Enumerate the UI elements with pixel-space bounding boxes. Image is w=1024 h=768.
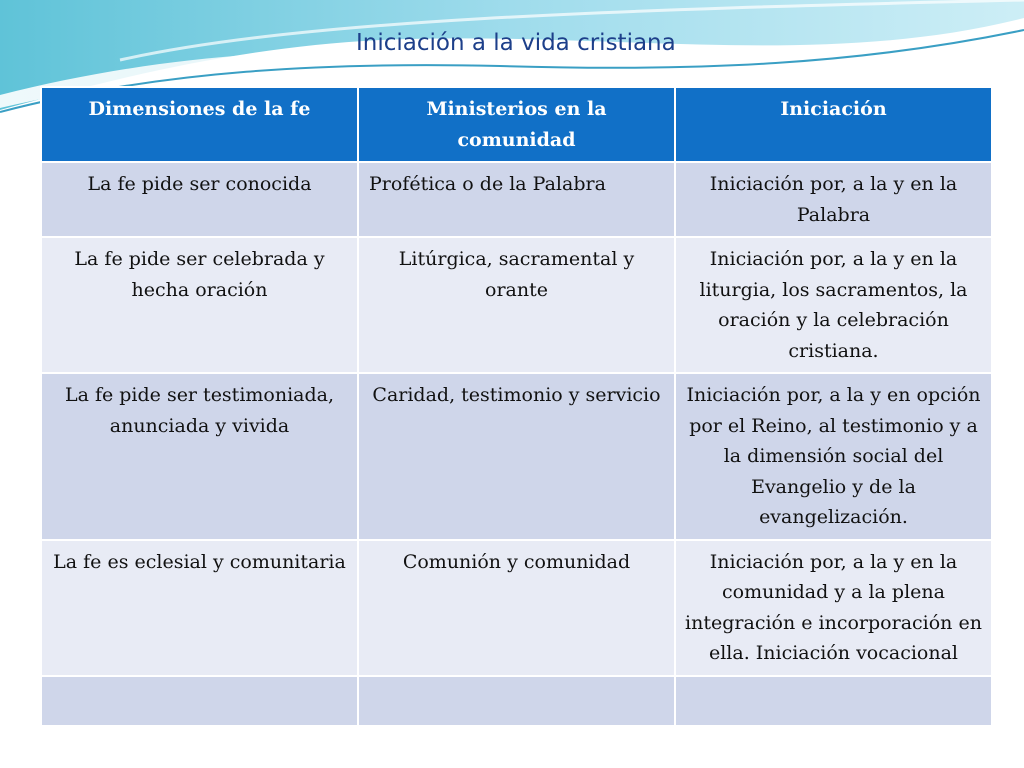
cell-ministerio: Litúrgica, sacramental y orante <box>358 237 675 373</box>
cell-dimension: La fe pide ser testimoniada, anunciada y vivida <box>41 373 358 540</box>
table-row-empty <box>41 676 992 726</box>
table-row <box>41 162 992 237</box>
cell-dimension: La fe pide ser celebrada y hecha oración <box>41 237 358 373</box>
cell-iniciacion: Iniciación por, a la y en la Palabra <box>675 162 992 237</box>
cell-empty <box>358 676 675 726</box>
cell-empty <box>41 676 358 726</box>
cell-iniciacion: Iniciación por, a la y en la liturgia, los sacramentos, la oración y la celebración cristiana. <box>675 237 992 373</box>
cell-dimension: La fe pide ser conocida <box>41 162 358 237</box>
table-header-row <box>41 87 992 162</box>
slide-title: Iniciación a la vida cristiana <box>356 30 676 56</box>
cell-dimension: La fe es eclesial y comunitaria <box>41 540 358 676</box>
header-iniciacion: Iniciación <box>675 87 992 162</box>
header-ministerios: Ministerios en la comunidad <box>358 87 675 162</box>
cell-ministerio: Caridad, testimonio y servicio <box>358 373 675 540</box>
cell-iniciacion: Iniciación por, a la y en la comunidad y a la plena integración e incorporación en ella. Iniciación vocacional <box>675 540 992 676</box>
cell-ministerio: Profética o de la Palabra <box>358 162 675 237</box>
cell-ministerio: Comunión y comunidad <box>358 540 675 676</box>
cell-empty <box>675 676 992 726</box>
table-row <box>41 237 992 373</box>
cell-iniciacion: Iniciación por, a la y en opción por el Reino, al testimonio y a la dimensión social del Evangelio y de la evangelización. <box>675 373 992 540</box>
table-row <box>41 373 992 540</box>
header-dimensiones: Dimensiones de la fe <box>41 87 358 162</box>
table-row <box>41 540 992 676</box>
faith-initiation-table <box>40 86 993 727</box>
